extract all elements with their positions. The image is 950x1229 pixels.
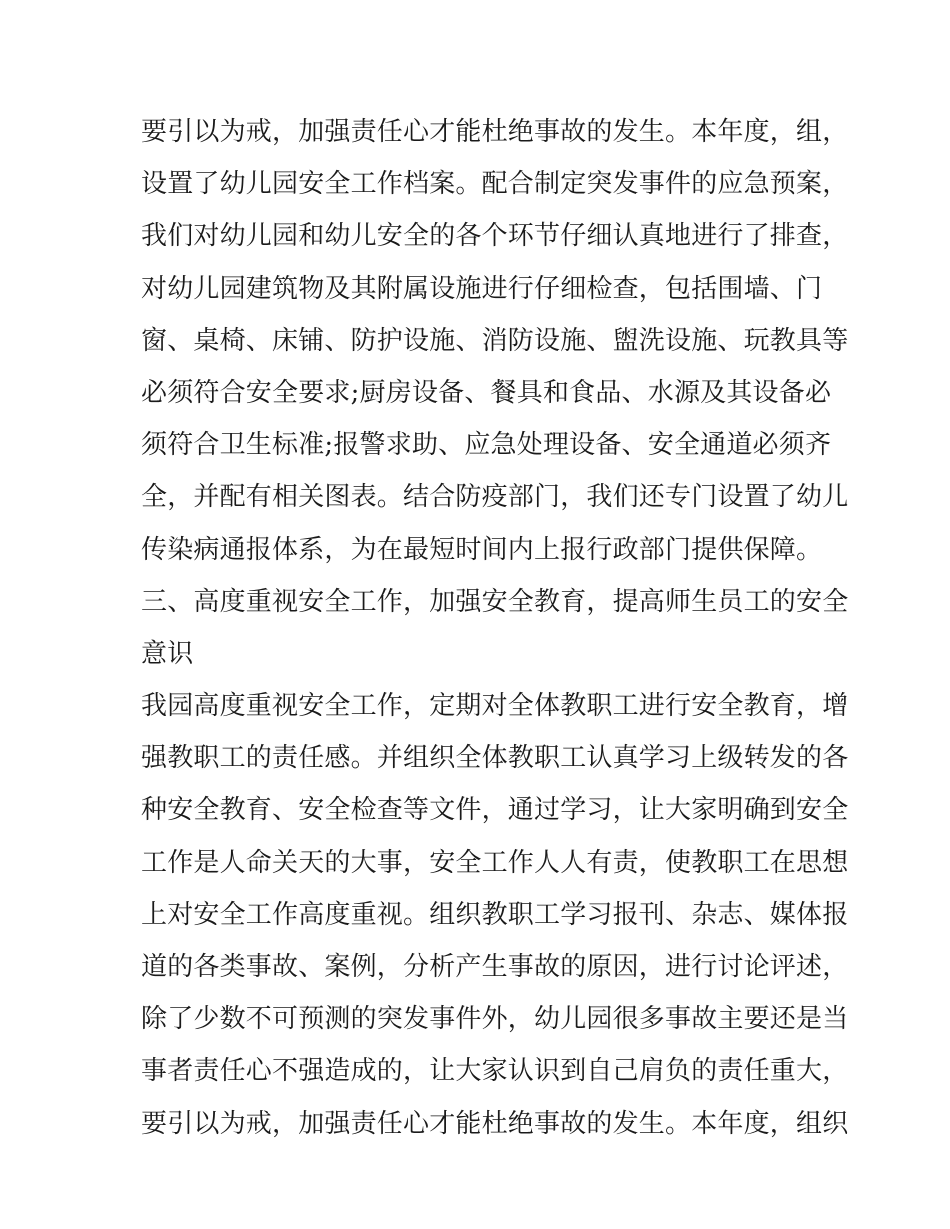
text-line: 全，并配有相关图表。结合防疫部门，我们还专门设置了幼儿 [141, 482, 849, 513]
text-line: 强教职工的责任感。并组织全体教职工认真学习上级转发的各 [141, 743, 849, 774]
text-line: 要引以为戒，加强责任心才能杜绝事故的发生。本年度，组织 [141, 1108, 849, 1139]
text-line: 对幼儿园建筑物及其附属设施进行仔细检查，包括围墙、门 [141, 273, 823, 304]
text-line: 必须符合安全要求;厨房设备、餐具和食品、水源及其设备必 [141, 377, 832, 408]
text-line: 除了少数不可预测的突发事件外，幼儿园很多事故主要还是当 [141, 1004, 849, 1035]
text-line: 设置了幼儿园安全工作档案。配合制定突发事件的应急预案， [141, 169, 849, 200]
text-line: 事者责任心不强造成的，让大家认识到自己肩负的责任重大， [141, 1056, 849, 1087]
text-line: 道的各类事故、案例，分析产生事故的原因，进行讨论评述， [141, 952, 849, 982]
text-line: 窗、桌椅、床铺、防护设施、消防设施、盥洗设施、玩教具等 [141, 325, 849, 356]
text-line: 要引以为戒，加强责任心才能杜绝事故的发生。本年度，组， [141, 117, 849, 147]
section-heading: 意识 [141, 638, 194, 669]
text-line: 传染病通报体系，为在最短时间内上报行政部门提供保障。 [141, 534, 823, 565]
document-body [141, 106, 849, 1150]
text-line: 须符合卫生标准;报警求助、应急处理设备、安全通道必须齐 [141, 430, 832, 461]
text-line: 上对安全工作高度重视。组织教职工学习报刊、杂志、媒体报 [141, 899, 849, 930]
text-line: 种安全教育、安全检查等文件，通过学习，让大家明确到安全 [141, 795, 849, 826]
section-heading: 三、高度重视安全工作，加强安全教育，提高师生员工的安全 [141, 586, 849, 617]
text-line: 工作是人命关天的大事，安全工作人人有责，使教职工在思想 [141, 847, 849, 878]
text-line: 我们对幼儿园和幼儿安全的各个环节仔细认真地进行了排查， [141, 221, 849, 252]
text-line: 我园高度重视安全工作，定期对全体教职工进行安全教育，增 [141, 691, 849, 722]
